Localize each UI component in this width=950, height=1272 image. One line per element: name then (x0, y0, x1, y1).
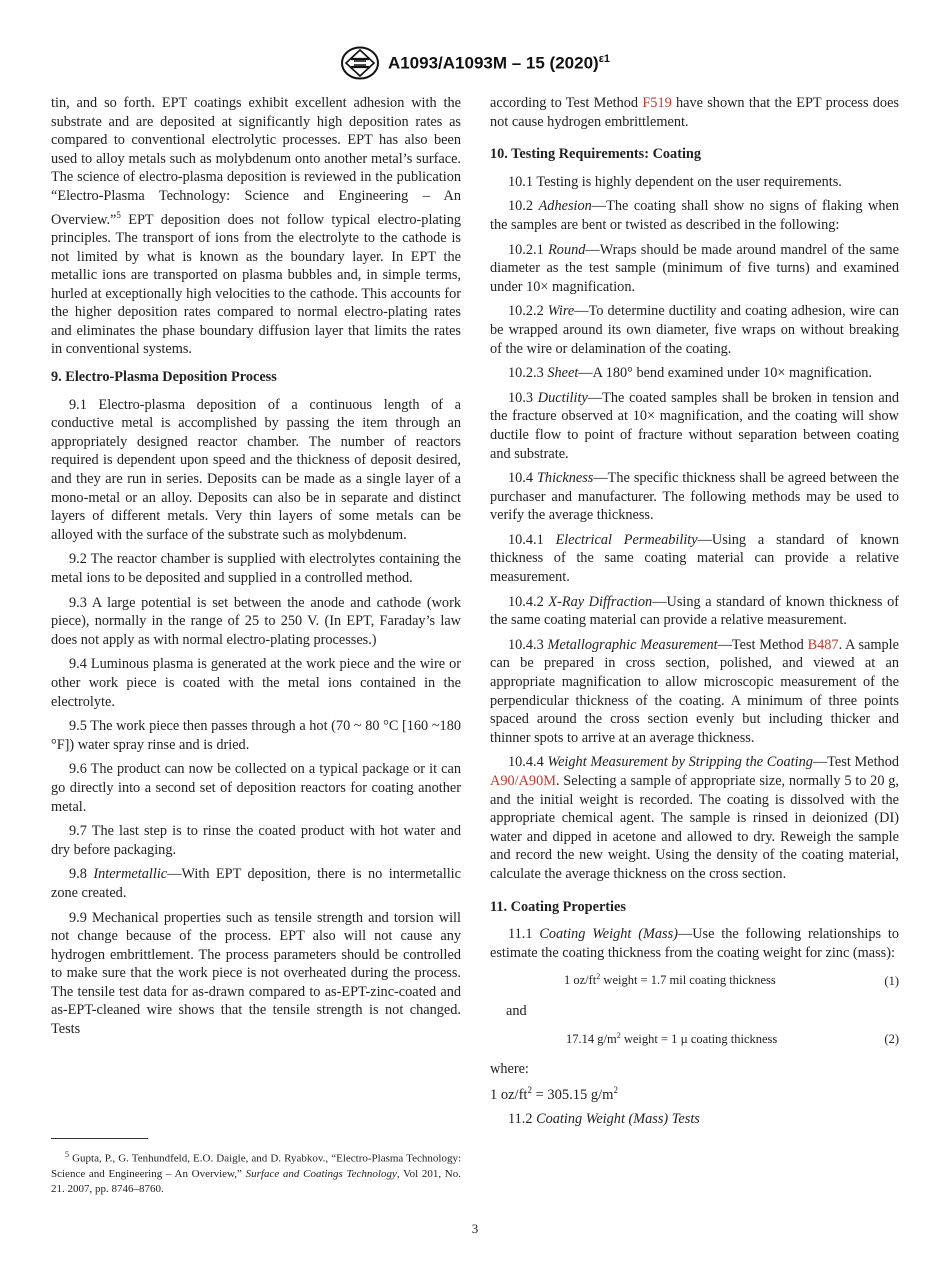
para-10-2-3: 10.2.3 Sheet—A 180° bend examined under 10× magnification. (508, 365, 872, 382)
page-header (0, 46, 950, 80)
para-11-1: 11.1 Coating Weight (Mass)—Use the following relationships to estimate the coating thickness from the coating weight for zinc (mass): (490, 926, 899, 961)
footnote: $^5$ Gupta, P., G. Tenhundfeld, E.O. Daigle, and D. Ryabkov., “Electro-Plasma Technology: Science and Engineering – An Overview,” Surface and Coatings Technology, Vol 201, No. 21. 2007, pp. 8746–8760. (51, 1150, 461, 1195)
para-9-8: 9.8 Intermetallic—With EPT deposition, there is no intermetallic zone created. (51, 866, 461, 901)
para-9-9: 9.9 Mechanical properties such as tensile strength and torsion will not change because of the process. EPT also will not cause any hydrogen embrittlement. The process parameters should be controlled to make sure that the work piece is not overheated during the process. The tensile test data for as-drawn compared to as-EPT-zinc-coated and as-EPT-cleaned wire shows that the tensile strength is not changed. Tests (51, 909, 461, 1038)
para-10-1: 10.1 Testing is highly dependent on the user requirements. (508, 173, 842, 190)
footnote-divider (51, 1138, 148, 1139)
para-9-3: 9.3 A large potential is set between the anode and cathode (work piece), normally in the range of 25 to 250 V. (In EPT, Faraday’s law does not apply as with normal electro-plating processes.) (51, 594, 461, 648)
where-text: where: (490, 1061, 529, 1078)
left-column (51, 94, 461, 1045)
para-9-4: 9.4 Luminous plasma is generated at the work piece and the wire or other work piece is coated with the metal ions contained in the electrolyte. (51, 656, 461, 710)
link-a90[interactable]: A90/A90M (490, 773, 556, 789)
equation-2: 17.14 $g/m^2$ weight = 1 µ coating thickness (2) (490, 1027, 899, 1049)
para-11-2: 11.2 Coating Weight (Mass) Tests (508, 1111, 700, 1128)
astm-logo-icon (340, 46, 380, 80)
para-10-4-3: 10.4.3 Metallographic Measurement—Test Method B487. A sample can be prepared in cross section, polished, and viewed at an appropriate magnification to allow microscopic measurement of the perpendicular thickness of the coating. A minimum of three points spaced around the cross section evenly but including thicker and thinner spots to arrive at an average thickness. (490, 636, 899, 746)
section-10-heading: 10. Testing Requirements: Coating (490, 146, 702, 163)
para-10-4-2: 10.4.2 X-Ray Diffraction—Using a standard of known thickness of the same coating material can provide a relative measurement. (490, 593, 899, 629)
para-9-6: 9.6 The product can now be collected on a typical package or it can go directly into a second set of deposition reactors for coating another metal. (51, 761, 461, 815)
epsilon-superscript: ε1 (598, 52, 611, 65)
para-10-4-4: 10.4.4 Weight Measurement by Stripping the Coating—Test Method A90/A90M. Selecting a sample of appropriate size, normally 5 to 20 g, and the initial weight is recorded. The coating is dissolved with the appropriate chemical agent. The sample is rinsed in deionized (DI) water and dipped in acetone and allowed to dry. Reweigh the sample and record the new weight. Using the density of the coating material, calculate the average thickness on the cross section. (490, 754, 899, 882)
continued-paragraph-right: according to Test Method F519 have shown that the EPT process does not cause hydrogen embrittlement. (490, 95, 899, 130)
para-9-2: 9.2 The reactor chamber is supplied with electrolytes containing the metal ions to be deposited and supplied in a controlled method. (51, 551, 461, 587)
para-10-4: 10.4 Thickness—The specific thickness shall be agreed between the purchaser and manufacturer. The following methods may be used to verify the average thickness. (490, 470, 899, 524)
section-11-heading: 11. Coating Properties (490, 898, 626, 915)
para-10-2-2: 10.2.2 Wire—To determine ductility and coating adhesion, wire can be wrapped around its own diameter, five wraps on without breaking of the wire or delamination of the coating. (490, 303, 899, 357)
link-f519[interactable]: F519 (642, 95, 672, 111)
section-9-heading: 9. Electro-Plasma Deposition Process (51, 369, 277, 386)
para-10-2: 10.2 Adhesion—The coating shall show no signs of flaking when the samples are bent or twisted as described in the following: (490, 198, 900, 233)
equation-1-number: (1) (884, 973, 899, 988)
para-10-2-1: 10.2.1 Round—Wraps should be made around mandrel of the same diameter as the test sample (minimum of five turns) and examined under 10× magnification. (490, 241, 899, 295)
para-10-4-1: 10.4.1 Electrical Permeability—Using a standard of known thickness of the same coating material can provide a relative measurement. (490, 531, 899, 586)
equation-2-number: (2) (884, 1031, 899, 1046)
page-number: 3 (471, 1221, 479, 1236)
para-9-1: 9.1 Electro-plasma deposition of a continuous length of a conductive metal is accomplished by passing the item through an appropriately designed reactor chamber. The number of reactors required is dependent upon speed and the thickness of deposit desired, and they are run in series. Deposits can be made as a single layer of a mono-metal or an alloy. Deposits can also be in separate and distinct layers of different metals. Very thin layers of some metals can be alloyed with the surface of the substrate such as molybdenum. (51, 396, 461, 543)
footnote-ref[interactable]: 5 (116, 209, 121, 220)
equation-1: 1 $oz/ft^2$ weight = 1.7 mil coating thickness (1) (490, 968, 899, 990)
para-9-5: 9.5 The work piece then passes through a hot (70 ~ 80 °C [160 ~180 °F]) water spray rinse and is dried. (51, 718, 461, 753)
link-b487[interactable]: B487 (807, 636, 839, 653)
and-text: and (506, 1003, 527, 1020)
document-designation: A1093/A1093M – 15 $(2020)^{\varepsilon 1}$ (387, 52, 611, 73)
continued-paragraph: tin, and so forth. EPT coatings exhibit excellent adhesion with the substrate and are deposited at significantly high deposition rates as compared to conventional electrolytic processes. EPT has also been used to alloy metals such as molybdenum onto another metal’s surface. The science of electro-plasma deposition is reviewed in the publication “Electro-Plasma Technology: Science and Engineering – An Overview.”$^5$ EPT deposition does not follow typical electro-plating principles. The transport of ions from the electrolyte to the cathode is not limited by what is known as the boundary layer. In EPT the metallic ions are transported on plasma bubbles and, in simple terms, hurled at exceptionally high velocities to the cathode. This accounts for the higher deposition rates compared to normal electro-plating rates and eliminates the phase boundary diffusion layer that limits the rates in conventional systems. (51, 95, 461, 358)
para-10-3: 10.3 Ductility—The coated samples shall be broken in tension and the fracture observed at 10× magnification, and the coating will show ductile flow to point of fracture without separation between coating and substrate. (490, 389, 899, 462)
para-9-7: 9.7 The last step is to rinse the coated product with hot water and dry before packaging. (51, 823, 461, 858)
conversion-formula: 1 $oz/ft^2 = 305.15$ $g/m^2$ (490, 1085, 618, 1103)
right-column (490, 94, 899, 1135)
